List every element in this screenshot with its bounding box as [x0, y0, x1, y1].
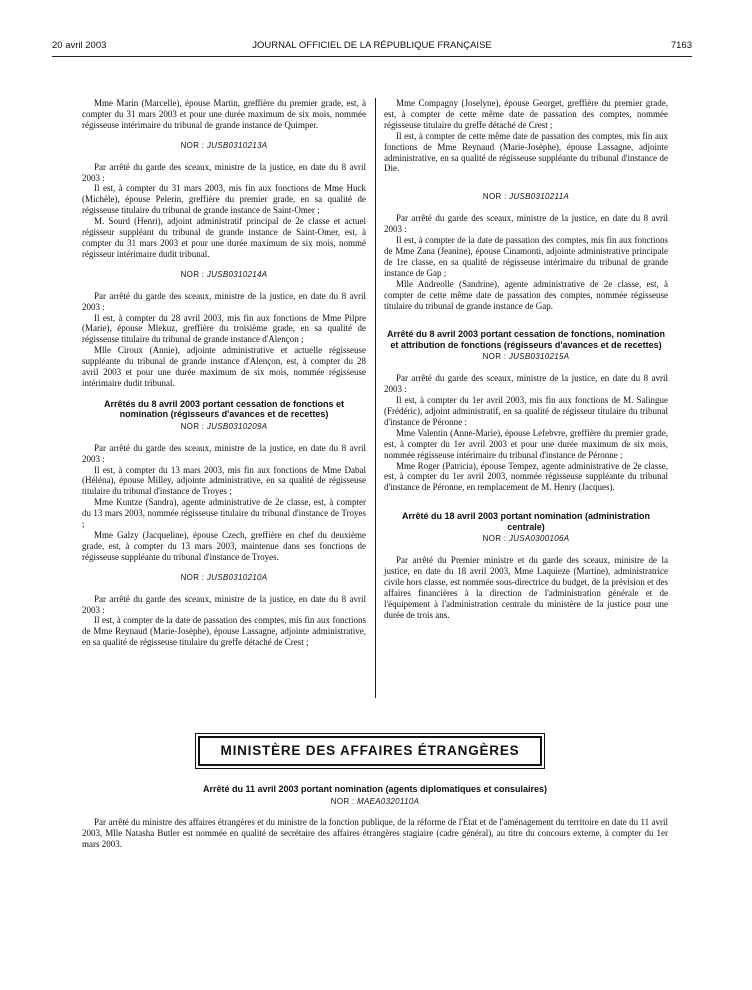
nor-reference: NOR : MAEA0320110A — [330, 796, 420, 806]
nor-reference: NOR : JUSB0310213A — [180, 140, 268, 150]
paragraph: Mlle Andreolle (Sandrine), agente administrative de 2e classe, est, à compter de cette même date de passation des comptes, nommée régisseuse titulaire du tribunal de grande instance de Gap. — [384, 278, 668, 311]
section-title: Arrêté du 8 avril 2003 portant cessation de fonctions, nomination et attribution de fonctions (régisseurs d'avances et de recettes) — [386, 329, 666, 350]
paragraph: Par arrêté du ministre des affaires étrangères et du ministre de la fonction publique, de la réforme de l'État et de l'aménagement du territoire en date du 11 avril 2003, Mlle Natasha Butler est nommée en qualité de secrétaire des affaires étrangères stagiaire (cadre général), au titre du concours externe, à compter du 1er mars 2003. — [82, 817, 668, 850]
nor-reference: NOR : JUSB0310211A — [482, 192, 570, 202]
paragraph: Il est, à compter du 31 mars 2003, mis fin aux fonctions de Mme Huck (Michèle), épouse Pelerin, greffière du premier grade, en sa qualité de régisseuse titulaire du tribunal de grande instance de Saint-Omer ; — [82, 183, 366, 216]
paragraph: Mme Compagny (Joselyne), épouse Georget, greffière du premier grade, est, à compter de cette même date de passation des comptes, nommée régisseuse titulaire du greffe détaché de Crest ; — [384, 98, 668, 130]
section-title: Arrêté du 11 avril 2003 portant nomination (agents diplomatiques et consulaires) — [202, 784, 548, 794]
paragraph: Mme Kuntze (Sandra), agente administrative de 2e classe, est, à compter du 13 mars 2003, nommée régisseuse titulaire du tribunal d'instance de Troyes ; — [82, 497, 366, 530]
paragraph: Il est, à compter du 13 mars 2003, mis fin aux fonctions de Mme Dabal (Héléna), épouse Milley, adjointe administrative, en sa qualité de régisseuse titulaire du tribunal d'instance de Troyes ; — [82, 464, 366, 497]
paragraph: Mme Valentin (Anne-Marie), épouse Lefebvre, greffière du premier grade, est, à compter du 1er avril 2003 et pour une durée maximum de six mois, nommée régisseuse intérimaire du tribunal d'instance de Péronne ; — [384, 427, 668, 460]
paragraph: Par arrêté du Premier ministre et du garde des sceaux, ministre de la justice, en date du 18 avril 2003, Mme Laquieze (Martine), administratrice civile hors classe, est nommée sous-directrice du budget, de la prévision et des affaires financières à la direction de l'administration générale et de l'équipement à l'administration centrale du ministère de la justice pour une durée de trois ans. — [384, 555, 668, 620]
header-date: 20 avril 2003 — [52, 40, 107, 51]
nor-reference: NOR : JUSB0310214A — [180, 269, 268, 279]
header-page-number: 7163 — [670, 40, 692, 51]
paragraph: Il est, à compter du 28 avril 2003, mis fin aux fonctions de Mme Pilpre (Marie), épouse Mlekuz, greffière du troisième grade, en sa qualité de régisseuse titulaire du tribunal de grande instance d'Alençon ; — [82, 312, 366, 345]
paragraph: Mlle Ciroux (Annie), adjointe administrative et actuelle régisseuse suppléante du tribunal de grande instance d'Alençon, est, à compter du 28 avril 2003 et pour une durée maximum de six mois, nommée régisseuse intérimaire dudit tribunal. — [82, 345, 366, 388]
section-title: Arrêtés du 8 avril 2003 portant cessation de fonctions et nomination (régisseurs d'avances et de recettes) — [103, 398, 345, 420]
paragraph: Il est, à compter de la date de passation des comptes, mis fin aux fonctions de Mme Zana (Jeanine), épouse Cinamonti, adjointe administrative principale de 1re classe, en sa qualité de régisseuse intérimaire du tribunal de grande instance de Gap ; — [384, 235, 668, 278]
bottom-section — [82, 784, 668, 850]
header-journal-title: JOURNAL OFFICIEL DE LA RÉPUBLIQUE FRANÇAISE — [252, 40, 492, 51]
nor-reference: NOR : JUSB0310209A — [180, 421, 268, 431]
ministry-banner: MINISTÈRE DES AFFAIRES ÉTRANGÈRES — [198, 736, 542, 766]
paragraph: Il est, à compter de cette même date de passation des comptes, mis fin aux fonctions de Mme Reynaud (Marie-Josèphe), épouse Lassagne, adjointe administrative, en sa qualité de régisseuse suppléante du tribunal d'instance de Die. — [384, 130, 668, 174]
nor-reference: NOR : JUSB0310210A — [180, 572, 268, 582]
header-rule — [52, 56, 692, 57]
paragraph: Mme Marin (Marcelle), épouse Martin, greffière du premier grade, est, à compter du 31 mars 2003 et pour une durée maximum de six mois, nommée régisseuse intérimaire du tribunal de grande instance de Quimper. — [82, 98, 366, 130]
page-header — [52, 40, 692, 56]
paragraph: Mme Roger (Patricia), épouse Tempez, agente administrative de 2e classe, est, à compter du 1er avril 2003, nommée régisseuse suppléante du tribunal d'instance de Péronne, en remplacement de M. Henry (Jacques). — [384, 460, 668, 493]
paragraph: Par arrêté du garde des sceaux, ministre de la justice, en date du 8 avril 2003 : — [384, 213, 668, 235]
paragraph: Par arrêté du garde des sceaux, ministre de la justice, en date du 8 avril 2003 : — [82, 593, 366, 615]
paragraph: Il est, à compter du 1er avril 2003, mis fin aux fonctions de M. Salingue (Frédéric), adjoint administratif, en sa qualité de régisseur titulaire du tribunal d'instance de Péronne : — [384, 395, 668, 427]
paragraph: Par arrêté du garde des sceaux, ministre de la justice, en date du 8 avril 2003 : — [82, 442, 366, 464]
nor-reference: NOR : JUSB0310215A — [482, 352, 570, 362]
section-title: Arrêté du 18 avril 2003 portant nomination (administration centrale) — [401, 511, 651, 532]
paragraph: Par arrêté du garde des sceaux, ministre de la justice, en date du 8 avril 2003 : — [384, 373, 668, 395]
paragraph: Par arrêté du garde des sceaux, ministre de la justice, en date du 8 avril 2003 : — [82, 161, 366, 183]
right-column — [384, 98, 668, 621]
paragraph: Mme Galzy (Jacqueline), épouse Czech, greffière en chef du deuxième grade, est, à compter du 13 mars 2003, maintenue dans ses fonctions de régisseuse suppléante du tribunal d'instance de Troyes. — [82, 530, 366, 562]
paragraph: Il est, à compter de la date de passation des comptes, mis fin aux fonctions de Mme Reynaud (Marie-Josèphe), épouse Lassagne, adjointe administrative, en sa qualité de régisseuse titulaire du greffe détaché de Crest ; — [82, 615, 366, 648]
paragraph: M. Sourd (Henri), adjoint administratif principal de 2e classe et actuel régisseur suppléant du tribunal de grande instance de Saint-Omer, est, à compter du 31 mars 2003 et pour une durée maximum de six mois, nommé régisseur intérimaire dudit tribunal. — [82, 216, 366, 259]
paragraph: Par arrêté du garde des sceaux, ministre de la justice, en date du 8 avril 2003 : — [82, 290, 366, 312]
left-column — [82, 98, 366, 648]
column-divider — [375, 98, 376, 698]
nor-reference: NOR : JUSA0300106A — [482, 534, 570, 544]
